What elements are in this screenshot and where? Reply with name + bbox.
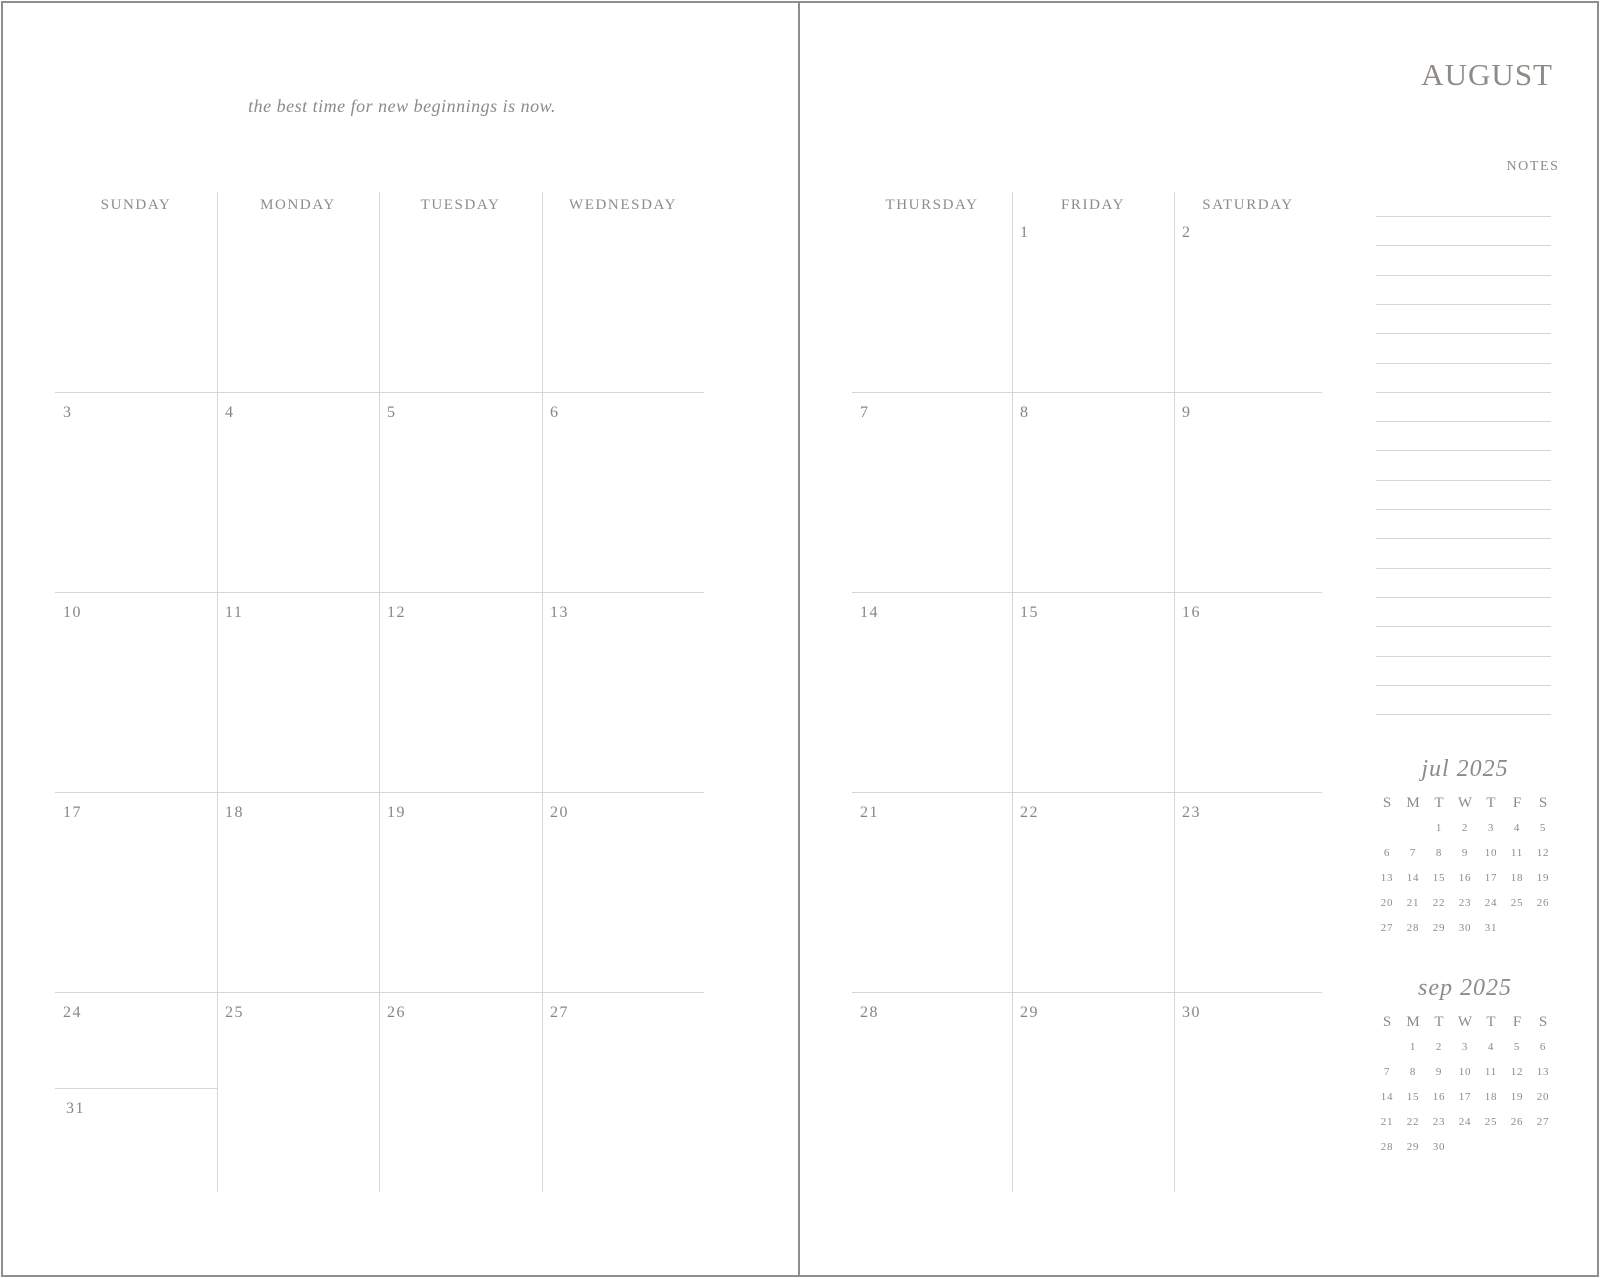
mini-weekday-header: S — [1382, 795, 1392, 811]
mini-day: 30 — [1432, 1141, 1446, 1153]
mini-day: 28 — [1406, 922, 1420, 934]
mini-day — [1400, 816, 1426, 841]
mini-day: 17 — [1484, 872, 1498, 884]
mini-day: 10 — [1484, 847, 1498, 859]
date-cell[interactable]: 31 — [66, 1100, 85, 1117]
mini-day: 4 — [1487, 1041, 1495, 1053]
mini-day: 2 — [1435, 1041, 1443, 1053]
mini-calendar-title: sep 2025 — [1418, 975, 1512, 1001]
mini-day — [1504, 1135, 1530, 1160]
date-cell[interactable]: 29 — [1020, 1004, 1039, 1021]
row-divider — [55, 792, 704, 793]
date-cell[interactable]: 17 — [63, 804, 82, 821]
mini-day: 12 — [1510, 1066, 1524, 1078]
month-title: AUGUST — [1421, 57, 1553, 92]
mini-weekday-header: W — [1457, 1014, 1473, 1030]
mini-day: 15 — [1406, 1091, 1420, 1103]
date-cell[interactable]: 5 — [387, 404, 397, 421]
mini-day: 24 — [1484, 897, 1498, 909]
mini-day: 21 — [1380, 1116, 1394, 1128]
mini-day: 20 — [1536, 1091, 1550, 1103]
mini-day: 11 — [1510, 847, 1524, 859]
date-cell[interactable]: 20 — [550, 804, 569, 821]
notes-line[interactable] — [1376, 568, 1551, 569]
date-cell[interactable]: 6 — [550, 404, 560, 421]
mini-day: 9 — [1435, 1066, 1443, 1078]
mini-day: 19 — [1536, 872, 1550, 884]
mini-day — [1374, 816, 1400, 841]
mini-calendar-jul — [1374, 754, 1556, 941]
mini-day — [1504, 916, 1530, 941]
mini-day: 27 — [1380, 922, 1394, 934]
date-cell[interactable]: 12 — [387, 604, 406, 621]
mini-day: 21 — [1406, 897, 1420, 909]
date-cell[interactable]: 13 — [550, 604, 569, 621]
date-cell[interactable]: 21 — [860, 804, 879, 821]
date-cell[interactable]: 23 — [1182, 804, 1201, 821]
mini-weekday-header: W — [1457, 795, 1473, 811]
mini-day: 22 — [1406, 1116, 1420, 1128]
mini-day: 12 — [1536, 847, 1550, 859]
date-cell[interactable]: 25 — [225, 1004, 244, 1021]
day-header-wednesday: WEDNESDAY — [568, 197, 677, 213]
mini-day: 13 — [1536, 1066, 1550, 1078]
date-cell[interactable]: 2 — [1182, 224, 1192, 241]
quote: the best time for new beginnings is now. — [248, 96, 556, 116]
row-divider — [55, 992, 704, 993]
mini-day: 29 — [1406, 1141, 1420, 1153]
mini-day: 25 — [1484, 1116, 1498, 1128]
day-header-tuesday: TUESDAY — [420, 197, 501, 213]
column-divider — [1174, 192, 1175, 1192]
row-divider — [852, 792, 1322, 793]
mini-calendar-title: jul 2025 — [1421, 756, 1509, 782]
mini-day: 26 — [1510, 1116, 1524, 1128]
mini-day: 13 — [1380, 872, 1394, 884]
date-cell[interactable]: 4 — [225, 404, 235, 421]
column-divider — [379, 192, 380, 1192]
mini-day: 6 — [1539, 1041, 1547, 1053]
date-cell[interactable]: 24 — [63, 1004, 82, 1021]
notes-line[interactable] — [1376, 597, 1551, 598]
day-header-friday: FRIDAY — [1060, 197, 1126, 213]
mini-day: 5 — [1513, 1041, 1521, 1053]
column-divider — [217, 192, 218, 1192]
notes-title: NOTES — [1506, 159, 1560, 174]
mini-weekday-header: T — [1434, 1014, 1444, 1030]
mini-day — [1478, 1135, 1504, 1160]
mini-day: 6 — [1383, 847, 1391, 859]
mini-day: 7 — [1383, 1066, 1391, 1078]
mini-day: 14 — [1380, 1091, 1394, 1103]
mini-day: 3 — [1461, 1041, 1469, 1053]
mini-day: 4 — [1513, 822, 1521, 834]
mini-weekday-header: T — [1486, 1014, 1496, 1030]
mini-day: 2 — [1461, 822, 1469, 834]
mini-weekday-header: F — [1512, 795, 1522, 811]
mini-day: 31 — [1484, 922, 1498, 934]
column-divider — [1012, 192, 1013, 1192]
mini-day: 18 — [1510, 872, 1524, 884]
date-cell[interactable]: 10 — [63, 604, 82, 621]
date-cell[interactable]: 28 — [860, 1004, 879, 1021]
mini-day: 14 — [1406, 872, 1420, 884]
mini-day — [1530, 916, 1556, 941]
notes-line[interactable] — [1376, 333, 1551, 334]
mini-day: 26 — [1536, 897, 1550, 909]
notes-line[interactable] — [1376, 363, 1551, 364]
mini-day: 24 — [1458, 1116, 1472, 1128]
notes-line[interactable] — [1376, 714, 1551, 715]
mini-day: 16 — [1458, 872, 1472, 884]
row-divider — [852, 992, 1322, 993]
mini-day: 27 — [1536, 1116, 1550, 1128]
date-cell[interactable]: 16 — [1182, 604, 1201, 621]
mini-day: 1 — [1409, 1041, 1417, 1053]
notes-line[interactable] — [1376, 480, 1551, 481]
row-divider — [55, 392, 704, 393]
mini-day: 10 — [1458, 1066, 1472, 1078]
notes-line[interactable] — [1376, 626, 1551, 627]
date-cell[interactable]: 15 — [1020, 604, 1039, 621]
mini-day — [1530, 1135, 1556, 1160]
date-cell[interactable]: 11 — [225, 604, 244, 621]
mini-day: 16 — [1432, 1091, 1446, 1103]
date-cell[interactable]: 30 — [1182, 1004, 1201, 1021]
notes-line[interactable] — [1376, 245, 1551, 246]
notes-line[interactable] — [1376, 304, 1551, 305]
mini-weekday-header: S — [1538, 795, 1548, 811]
notes-line[interactable] — [1376, 656, 1551, 657]
left-page — [1, 1, 799, 1277]
mini-day: 20 — [1380, 897, 1394, 909]
notes-line[interactable] — [1376, 275, 1551, 276]
row-divider — [55, 1088, 217, 1089]
mini-weekday-header: T — [1434, 795, 1444, 811]
date-cell[interactable]: 18 — [225, 804, 244, 821]
notes-line[interactable] — [1376, 538, 1551, 539]
mini-day: 18 — [1484, 1091, 1498, 1103]
day-header-saturday: SATURDAY — [1202, 197, 1294, 213]
column-divider — [542, 192, 543, 1192]
mini-weekday-header: F — [1512, 1014, 1522, 1030]
right-page — [799, 1, 1599, 1277]
date-cell[interactable]: 26 — [387, 1004, 406, 1021]
notes-line[interactable] — [1376, 421, 1551, 422]
mini-day: 19 — [1510, 1091, 1524, 1103]
mini-weekday-header: S — [1382, 1014, 1392, 1030]
mini-day: 8 — [1435, 847, 1443, 859]
mini-day: 23 — [1458, 897, 1472, 909]
notes-line[interactable] — [1376, 509, 1551, 510]
row-divider — [852, 592, 1322, 593]
date-cell[interactable]: 8 — [1020, 404, 1030, 421]
mini-day: 22 — [1432, 897, 1446, 909]
row-divider — [852, 392, 1322, 393]
mini-calendar-grid — [1374, 1009, 1556, 1160]
date-cell[interactable]: 7 — [860, 404, 870, 421]
notes-line[interactable] — [1376, 392, 1551, 393]
notes-line[interactable] — [1376, 685, 1551, 686]
mini-day: 1 — [1435, 822, 1443, 834]
date-cell[interactable]: 1 — [1020, 224, 1030, 241]
mini-day: 3 — [1487, 822, 1495, 834]
day-header-monday: MONDAY — [260, 197, 336, 213]
mini-day: 25 — [1510, 897, 1524, 909]
mini-day: 17 — [1458, 1091, 1472, 1103]
date-cell[interactable]: 22 — [1020, 804, 1039, 821]
mini-day: 28 — [1380, 1141, 1394, 1153]
mini-day: 30 — [1458, 922, 1472, 934]
mini-day: 9 — [1461, 847, 1469, 859]
mini-day: 5 — [1539, 822, 1547, 834]
notes-line[interactable] — [1376, 450, 1551, 451]
mini-calendar-grid — [1374, 790, 1556, 941]
row-divider — [55, 592, 704, 593]
mini-weekday-header: S — [1538, 1014, 1548, 1030]
mini-day — [1452, 1135, 1478, 1160]
date-cell[interactable]: 9 — [1182, 404, 1192, 421]
mini-day: 11 — [1484, 1066, 1498, 1078]
day-header-thursday: THURSDAY — [885, 197, 979, 213]
mini-day — [1374, 1035, 1400, 1060]
mini-weekday-header: M — [1406, 1014, 1420, 1030]
mini-day: 15 — [1432, 872, 1446, 884]
date-cell[interactable]: 27 — [550, 1004, 569, 1021]
notes-line[interactable] — [1376, 216, 1551, 217]
mini-weekday-header: M — [1406, 795, 1420, 811]
day-header-sunday: SUNDAY — [100, 197, 172, 213]
date-cell[interactable]: 14 — [860, 604, 879, 621]
mini-day: 29 — [1432, 922, 1446, 934]
mini-day: 7 — [1409, 847, 1417, 859]
date-cell[interactable]: 19 — [387, 804, 406, 821]
mini-day: 8 — [1409, 1066, 1417, 1078]
mini-calendar-sep — [1374, 973, 1556, 1160]
mini-weekday-header: T — [1486, 795, 1496, 811]
date-cell[interactable]: 3 — [63, 404, 73, 421]
mini-day: 23 — [1432, 1116, 1446, 1128]
